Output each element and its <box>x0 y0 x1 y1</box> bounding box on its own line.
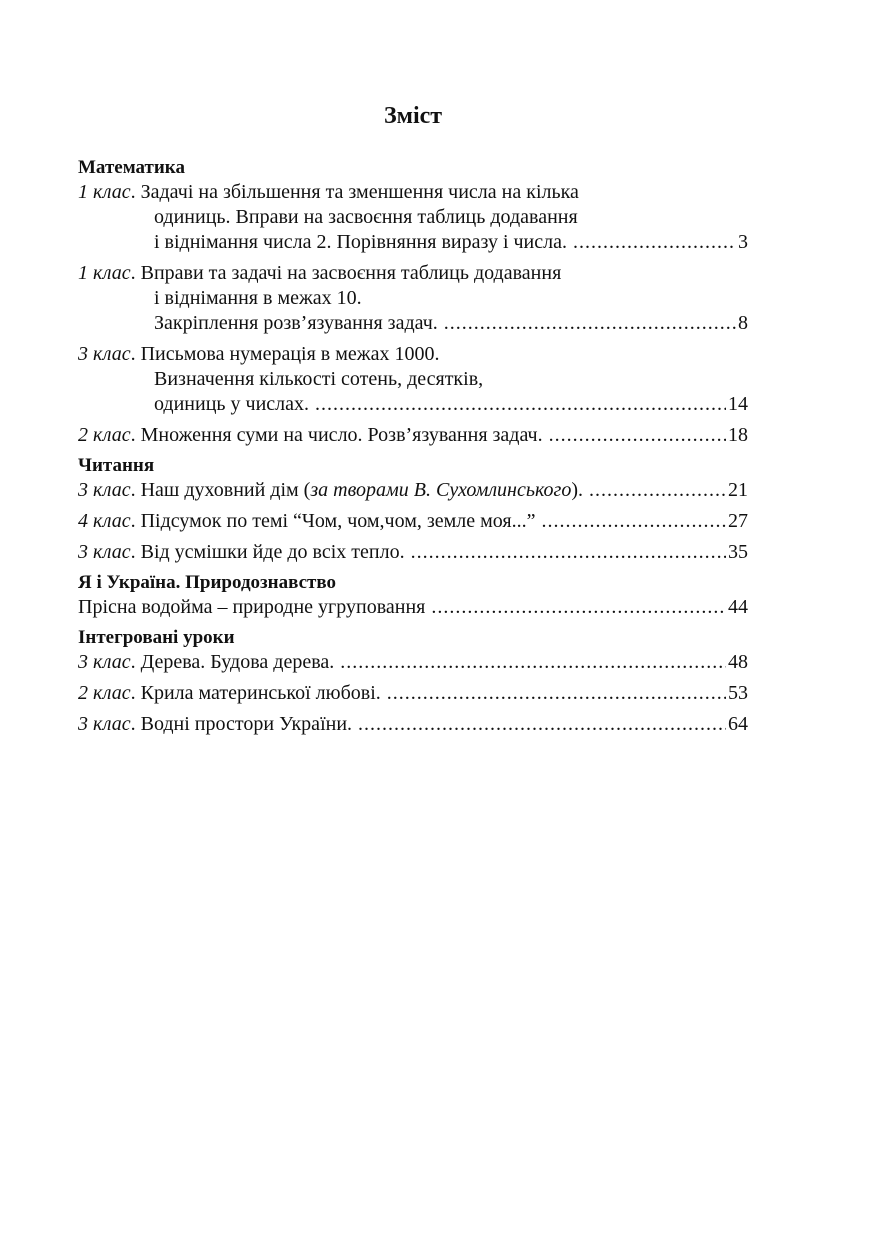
entry-text: і віднімання в межах 10. <box>154 287 362 309</box>
dot-leader <box>358 712 726 737</box>
page-number: 64 <box>728 713 748 735</box>
author-reference: за творами В. Сухомлинського <box>310 479 572 501</box>
dot-leader <box>411 540 726 565</box>
page-number: 48 <box>728 651 748 673</box>
grade-label: 3 клас <box>78 541 131 563</box>
entry-text: Від усмішки йде до всіх тепло. <box>140 541 405 563</box>
dot-leader <box>444 311 736 336</box>
toc-entry[interactable]: 3 клас . Від усмішки йде до всіх тепло. ..... 35 <box>78 540 748 565</box>
entry-text: Закріплення розв’язування задач. <box>154 312 438 334</box>
section-reading <box>78 454 748 565</box>
entry-text: Визначення кількості сотень, десятків, <box>154 368 484 390</box>
toc-entry[interactable]: 4 клас . Підсумок по темі “Чом, чом,чом, земле моя...” ..... 27 <box>78 509 748 534</box>
dot-leader <box>542 509 726 534</box>
page-number: 53 <box>728 682 748 704</box>
toc-entry[interactable]: 3 клас . Водні простори України. ..... 64 <box>78 712 748 737</box>
entry-text: Водні простори України. <box>140 713 353 735</box>
toc-entry[interactable]: 1 клас . Вправи та задачі на засвоєння таблиць додавання і віднімання в межах 10. Закріплення розв’язування задач. ..... 8 <box>78 261 748 336</box>
grade-label: 3 клас <box>78 479 131 501</box>
page-number: 35 <box>728 541 748 563</box>
entry-text: Крила материнської любові. <box>140 682 381 704</box>
entry-text: і віднімання числа 2. Порівняння виразу і числа. <box>154 231 567 253</box>
grade-label: 3 клас <box>78 651 131 673</box>
entry-text: Підсумок по темі “Чом, чом,чом, земле моя...” <box>140 510 536 532</box>
toc-entry[interactable]: 3 клас . Дерева. Будова дерева. ..... 48 <box>78 650 748 675</box>
entry-text: одиниць. Вправи на засвоєння таблиць додавання <box>154 206 578 228</box>
section-heading: Математика <box>78 157 185 178</box>
page-title: Зміст <box>383 103 443 129</box>
toc-entry[interactable]: 3 клас . Письмова нумерація в межах 1000. Визначення кількості сотень, десятків, одиниць у числах. ..... 14 <box>78 342 748 417</box>
grade-label: 2 клас <box>78 424 131 446</box>
entry-text: Множення суми на число. Розв’язування задач. <box>140 424 543 446</box>
page-number: 18 <box>728 424 748 446</box>
page-number: 8 <box>738 312 748 334</box>
section-heading: Я і Україна. Природознавство <box>78 572 337 593</box>
toc-entry[interactable]: 1 клас . Задачі на збільшення та зменшення числа на кілька одиниць. Вправи на засвоєння таблиць додавання і віднімання числа 2. Порівняння виразу і числа. ..... 3 <box>78 180 748 255</box>
dot-leader <box>589 478 726 503</box>
grade-label: 3 клас <box>78 713 131 735</box>
entry-text: Наш духовний дім (за творами В. Сухомлинського). <box>140 479 584 501</box>
dot-leader <box>549 423 726 448</box>
section-nature-studies <box>78 571 748 620</box>
grade-label: 1 клас <box>78 262 131 284</box>
dot-leader <box>387 681 726 706</box>
page-number: 27 <box>728 510 748 532</box>
section-heading: Інтегровані уроки <box>78 627 235 648</box>
page-number: 44 <box>728 596 748 618</box>
entry-text: Дерева. Будова дерева. <box>140 651 335 673</box>
grade-label: 1 клас <box>78 181 131 203</box>
table-of-contents <box>78 100 748 743</box>
dot-leader <box>573 230 736 255</box>
section-integrated-lessons <box>78 626 748 737</box>
toc-entry[interactable] <box>78 595 748 620</box>
page-number: 3 <box>738 231 748 253</box>
grade-label: 3 клас <box>78 343 131 365</box>
entry-text: Прісна водойма – природне угруповання <box>78 596 426 618</box>
entry-text: Вправи та задачі на засвоєння таблиць додавання <box>140 262 562 284</box>
page-number: 21 <box>728 479 748 501</box>
entry-text: одиниць у числах. <box>154 393 310 415</box>
section-heading: Читання <box>78 455 155 476</box>
entry-text: Письмова нумерація в межах 1000. <box>140 343 440 365</box>
dot-leader <box>315 392 726 417</box>
grade-label: 2 клас <box>78 682 131 704</box>
grade-label: 4 клас <box>78 510 131 532</box>
dot-leader <box>340 650 726 675</box>
toc-entry[interactable]: 2 клас . Множення суми на число. Розв’язування задач. ..... 18 <box>78 423 748 448</box>
page-number: 14 <box>728 393 748 415</box>
section-mathematics <box>78 156 748 448</box>
toc-entry[interactable]: 3 клас . Наш духовний дім (за творами В. Сухомлинського). ..... 21 <box>78 478 748 503</box>
entry-text: Задачі на збільшення та зменшення числа на кілька <box>140 181 579 203</box>
toc-entry[interactable]: 2 клас . Крила материнської любові. ..... 53 <box>78 681 748 706</box>
dot-leader <box>431 595 726 620</box>
